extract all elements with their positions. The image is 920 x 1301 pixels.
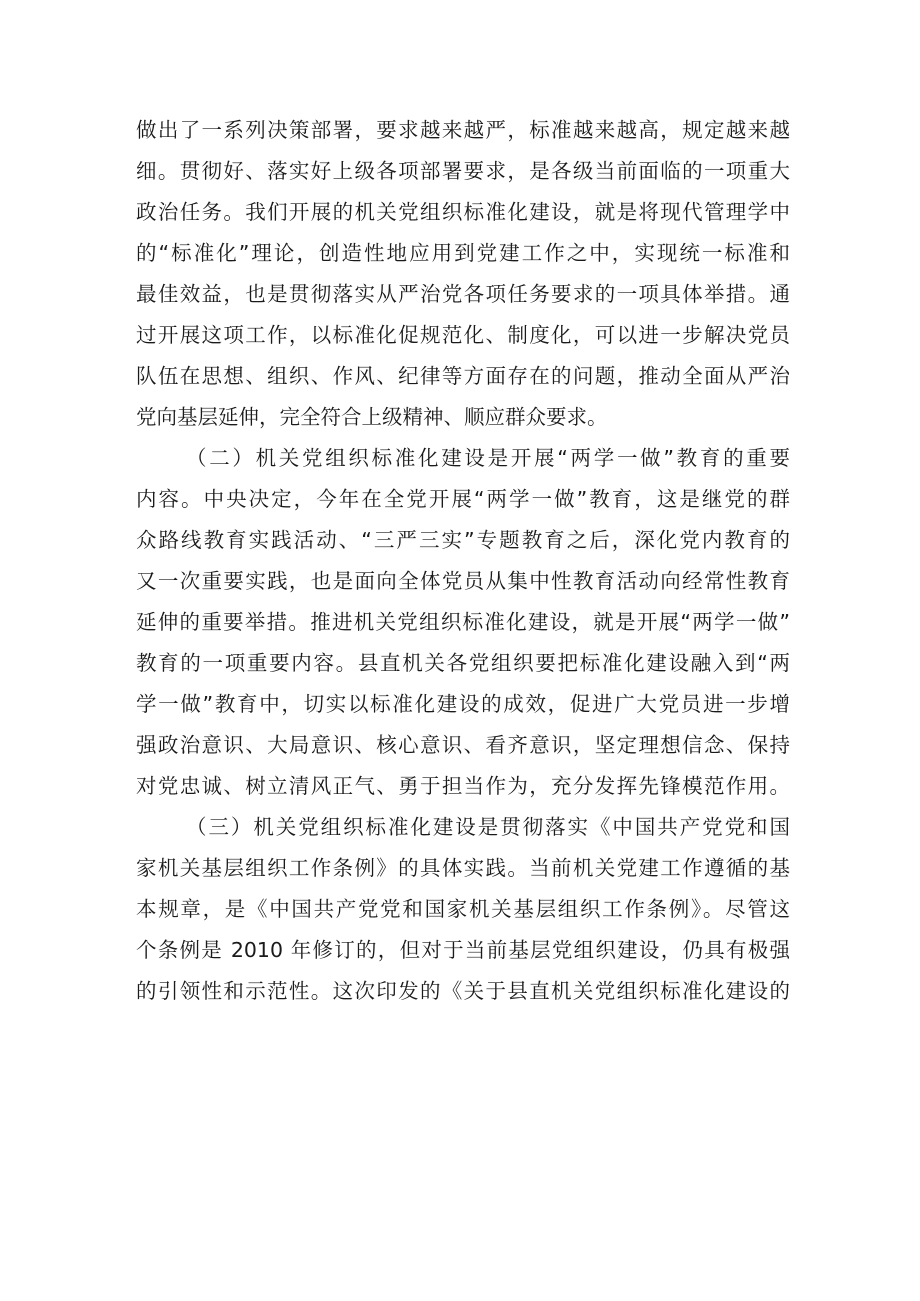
paragraph-1-line-7: 队伍在思想、组织、作风、纪律等方面存在的问题，推动全面从严治 (136, 364, 790, 388)
paragraph-2-line-7: 学一做”教育中，切实以标准化建设的成效，促进广大党员进一步增 (136, 692, 790, 716)
paragraph-1-line-3: 政治任务。我们开展的机关党组织标准化建设，就是将现代管理学中 (136, 200, 790, 224)
paragraph-3-line-4: 个条例是 2010 年修订的，但对于当前基层党组织建设，仍具有极强 (136, 938, 790, 962)
paragraph-3-line-1: （三）机关党组织标准化建设是贯彻落实《中国共产党党和国 (186, 815, 790, 839)
paragraph-2-line-9: 对党忠诚、树立清风正气、勇于担当作为，充分发挥先锋模范作用。 (136, 774, 790, 798)
paragraph-1-line-8: 党向基层延伸，完全符合上级精神、顺应群众要求。 (136, 405, 608, 429)
paragraph-2-line-5: 延伸的重要举措。推进机关党组织标准化建设，就是开展“两学一做” (136, 610, 790, 634)
paragraph-1-line-2: 细。贯彻好、落实好上级各项部署要求，是各级当前面临的一项重大 (136, 159, 790, 183)
paragraph-2-line-1: （二）机关党组织标准化建设是开展“两学一做”教育的重要 (186, 446, 790, 470)
paragraph-2-line-3: 众路线教育实践活动、“三严三实”专题教育之后，深化党内教育的 (136, 528, 790, 552)
paragraph-2-line-8: 强政治意识、大局意识、核心意识、看齐意识，坚定理想信念、保持 (136, 733, 790, 757)
paragraph-1-line-4: 的“标准化”理论，创造性地应用到党建工作之中，实现统一标准和 (136, 241, 790, 265)
paragraph-1-line-1: 做出了一系列决策部署，要求越来越严，标准越来越高，规定越来越 (136, 118, 790, 142)
paragraph-2-line-6: 教育的一项重要内容。县直机关各党组织要把标准化建设融入到“两 (136, 651, 790, 675)
paragraph-1-line-5: 最佳效益，也是贯彻落实从严治党各项任务要求的一项具体举措。通 (136, 282, 790, 306)
paragraph-1-line-6: 过开展这项工作，以标准化促规范化、制度化，可以进一步解决党员 (136, 323, 790, 347)
paragraph-2-line-2: 内容。中央决定，今年在全党开展“两学一做”教育，这是继党的群 (136, 487, 790, 511)
paragraph-2-line-4: 又一次重要实践，也是面向全体党员从集中性教育活动向经常性教育 (136, 569, 790, 593)
paragraph-3-line-2: 家机关基层组织工作条例》的具体实践。当前机关党建工作遵循的基 (136, 856, 790, 880)
paragraph-3-line-3: 本规章，是《中国共产党党和国家机关基层组织工作条例》。尽管这 (136, 897, 790, 921)
paragraph-3-line-5: 的引领性和示范性。这次印发的《关于县直机关党组织标准化建设的 (136, 979, 790, 1003)
